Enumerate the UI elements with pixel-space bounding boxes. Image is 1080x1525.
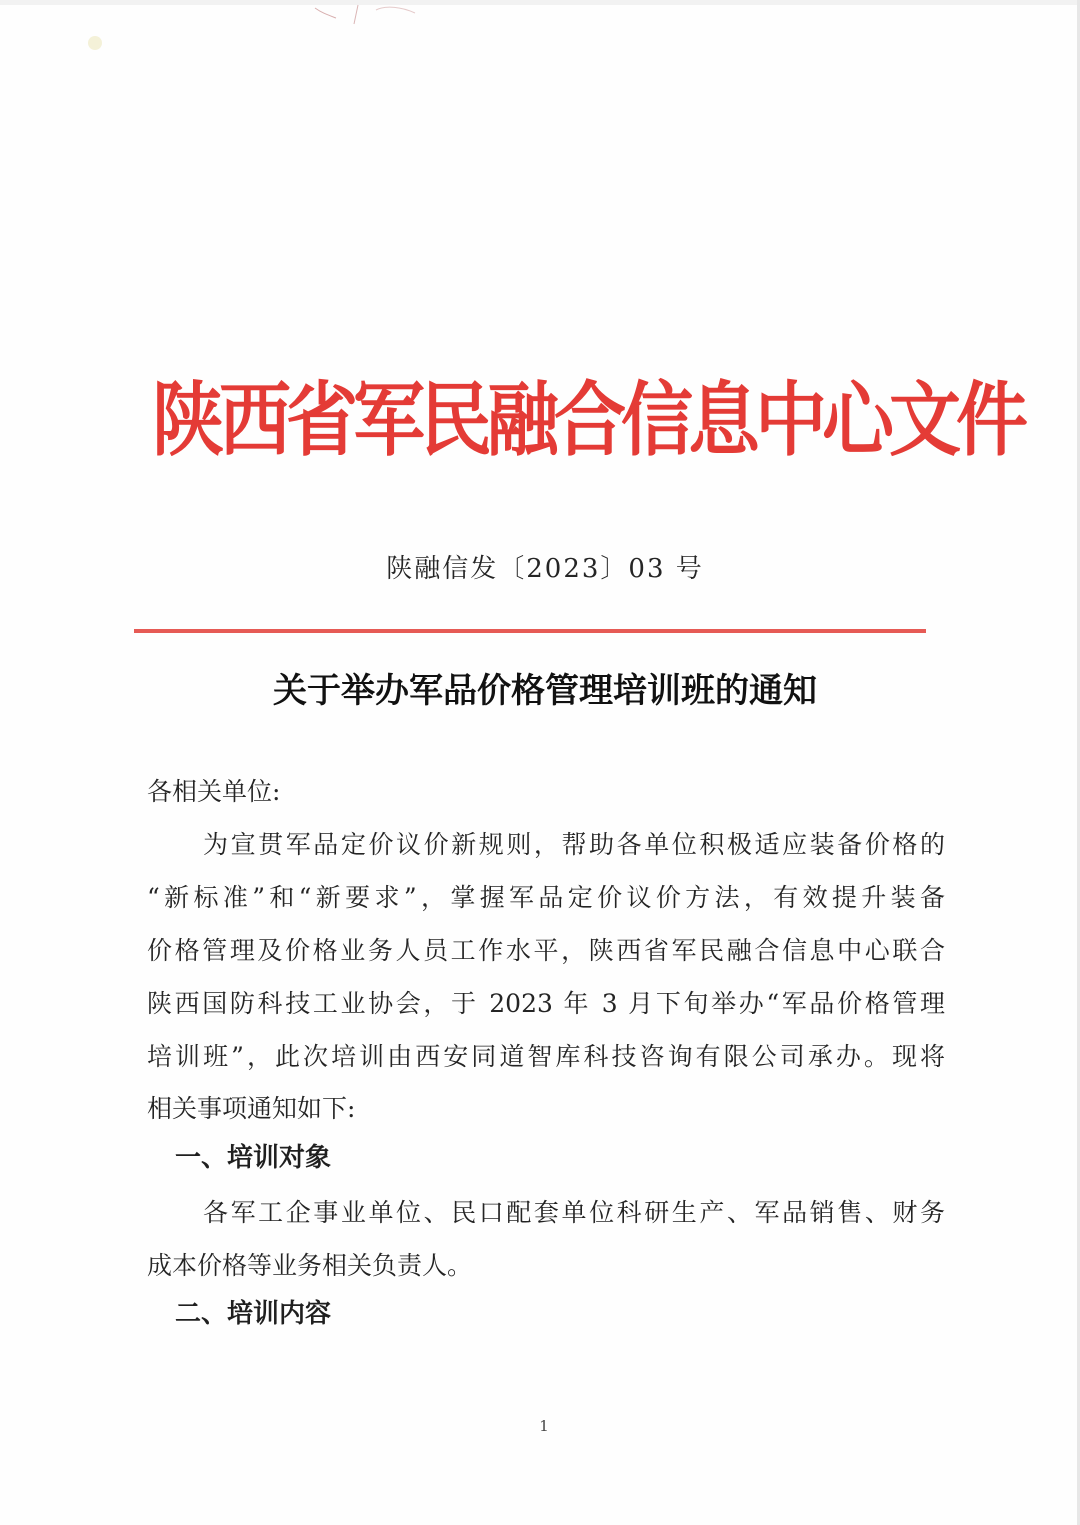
top-stamp-marks (110, 0, 440, 40)
section-heading-training-audience: 一、培训对象 (175, 1143, 332, 1173)
page-number: 1 (539, 1417, 549, 1435)
intro-paragraph-line: “新标准”和“新要求”，掌握军品定价议价方法，有效提升装备 (147, 883, 945, 912)
intro-paragraph-line: 陕西国防科技工业协会，于 2023 年 3 月下旬举办“军品价格管理 (147, 989, 945, 1018)
document-number: 陕融信发〔2023〕03 号 (386, 554, 704, 584)
salutation: 各相关单位: (147, 777, 281, 806)
intro-paragraph-line: 相关事项通知如下: (147, 1094, 356, 1123)
scan-speck (88, 36, 102, 50)
issuer-header-title: 陕西省军民融合信息中心文件 (152, 372, 1024, 468)
notice-title: 关于举办军品价格管理培训班的通知 (273, 671, 817, 711)
intro-paragraph-line: 价格管理及价格业务人员工作水平，陕西省军民融合信息中心联合 (147, 936, 945, 965)
section-heading-training-content: 二、培训内容 (175, 1299, 332, 1329)
section-1-line: 各军工企事业单位、民口配套单位科研生产、军品销售、财务 (203, 1198, 945, 1227)
intro-paragraph-line: 培训班”，此次培训由西安同道智库科技咨询有限公司承办。现将 (147, 1042, 945, 1071)
section-1-line: 成本价格等业务相关负责人。 (147, 1251, 473, 1280)
intro-paragraph-line: 为宣贯军品定价议价新规则，帮助各单位积极适应装备价格的 (203, 830, 945, 859)
red-separator-line (134, 629, 926, 633)
